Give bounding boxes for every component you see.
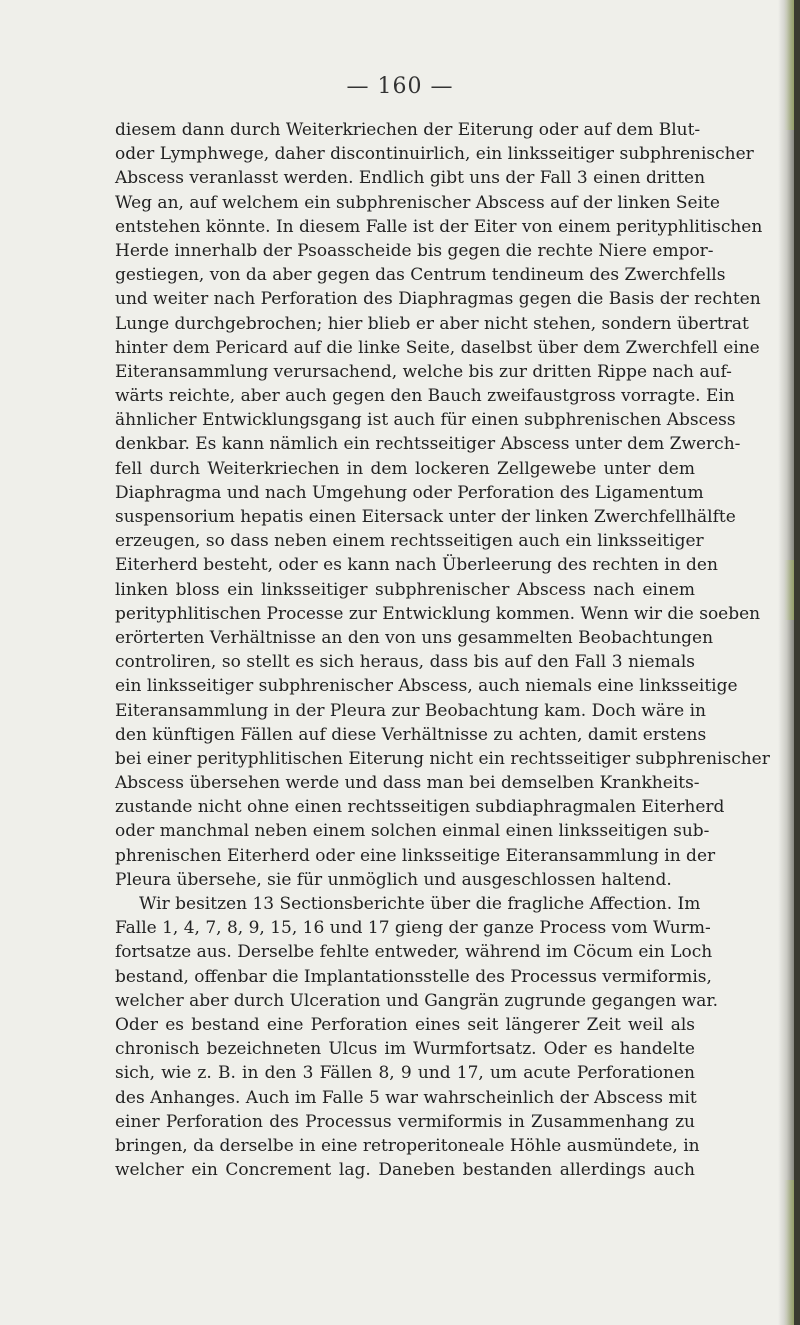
text-line: Eiteransammlung verursachend, welche bis zur dritten Rippe nach auf- [115, 361, 732, 382]
text-line: Eiteransammlung in der Pleura zur Beobachtung kam. Doch wäre in [115, 700, 706, 721]
text-line: Abscess veranlasst werden. Endlich gibt uns der Fall 3 einen dritten [115, 168, 706, 189]
text-line: hinter dem Pericard auf die linke Seite, daselbst über dem Zwerchfell eine [115, 337, 760, 358]
text-line: wärts reichte, aber auch gegen den Bauch zweifaustgross vorragte. Ein [115, 386, 735, 407]
text-line: ähnlicher Entwicklungsgang ist auch für einen subphrenischen Abscess [115, 410, 736, 431]
page-number: — 160 — [346, 74, 454, 99]
text-line: Abscess übersehen werde und dass man bei demselben Krankheits- [115, 773, 700, 794]
text-line: Eiterherd besteht, oder es kann nach Überleerung des rechten in den [115, 555, 718, 576]
text-line: bringen, da derselbe in eine retroperitoneale Höhle ausmündete, in [115, 1135, 700, 1156]
text-line: erzeugen, so dass neben einem rechtsseitigen auch ein linksseitiger [115, 531, 704, 552]
text-line: des Anhanges. Auch im Falle 5 war wahrscheinlich der Abscess mit [115, 1087, 697, 1108]
text-line: perityphlitischen Processe zur Entwicklung kommen. Wenn wir die soeben [115, 603, 761, 624]
text-line: sich, wie z. B. in den 3 Fällen 8, 9 und 17, um acute Perforationen [115, 1063, 695, 1084]
text-line: gestiegen, von da aber gegen das Centrum tendineum des Zwerchfells [115, 265, 726, 286]
text-line: Weg an, auf welchem ein subphrenischer Abscess auf der linken Seite [115, 192, 720, 213]
text-line: oder Lymphwege, daher discontinuirlich, ein linksseitiger subphrenischer [115, 144, 754, 165]
text-line: fortsatze aus. Derselbe fehlte entweder, während im Cöcum ein Loch [115, 942, 713, 963]
page-edge [794, 0, 800, 1325]
text-line: linken bloss ein linksseitiger subphrenischer Abscess nach einem [115, 579, 695, 600]
text-line: Oder es bestand eine Perforation eines seit längerer Zeit weil als [115, 1014, 695, 1035]
text-line: und weiter nach Perforation des Diaphragmas gegen die Basis der rechten [115, 289, 761, 310]
text-line: bestand, offenbar die Implantationsstelle des Processus vermiformis, [115, 966, 712, 987]
text-line: Lunge durchgebrochen; hier blieb er aber nicht stehen, sondern übertrat [115, 313, 749, 334]
text-line: erörterten Verhältnisse an den von uns gesammelten Beobachtungen [115, 627, 714, 648]
text-line: welcher aber durch Ulceration und Gangrän zugrunde gegangen war. [115, 990, 719, 1011]
text-line: Herde innerhalb der Psoasscheide bis gegen die rechte Niere empor- [115, 240, 714, 261]
text-line: suspensorium hepatis einen Eitersack unter der linken Zwerchfellhälfte [115, 507, 736, 527]
text-line: zustande nicht ohne einen rechtsseitigen subdiaphragmalen Eiterherd [115, 797, 725, 818]
text-line: Wir besitzen 13 Sectionsberichte über die fragliche Affection. Im [139, 894, 701, 914]
body-text [115, 118, 770, 1182]
text-line: phrenischen Eiterherd oder eine linksseitige Eiteransammlung in der [115, 845, 716, 866]
text-line: diesem dann durch Weiterkriechen der Eiterung oder auf dem Blut- [115, 120, 701, 140]
text-line: Pleura übersehe, sie für unmöglich und ausgeschlossen haltend. [115, 869, 672, 890]
text-line: fell durch Weiterkriechen in dem lockeren Zellgewebe unter dem [115, 458, 695, 479]
text-line: oder manchmal neben einem solchen einmal einen linksseitigen sub- [115, 821, 710, 842]
text-line: den künftigen Fällen auf diese Verhältnisse zu achten, damit erstens [115, 724, 707, 745]
text-line: controliren, so stellt es sich heraus, dass bis auf den Fall 3 niemals [115, 652, 695, 673]
text-line: bei einer perityphlitischen Eiterung nicht ein rechtsseitiger subphrenischer [115, 748, 770, 769]
text-line: ein linksseitiger subphrenischer Abscess, auch niemals eine linksseitige [115, 676, 738, 697]
text-line: Diaphragma und nach Umgehung oder Perforation des Ligamentum [115, 482, 704, 503]
text-line: Falle 1, 4, 7, 8, 9, 15, 16 und 17 gieng der ganze Process vom Wurm- [115, 918, 711, 939]
text-line: entstehen könnte. In diesem Falle ist der Eiter von einem perityphlitischen [115, 216, 763, 237]
text-line: welcher ein Concrement lag. Daneben bestanden allerdings auch [115, 1160, 695, 1181]
text-line: einer Perforation des Processus vermiformis in Zusammenhang zu [115, 1111, 695, 1132]
text-line: chronisch bezeichneten Ulcus im Wurmfortsatz. Oder es handelte [115, 1039, 695, 1060]
text-line: denkbar. Es kann nämlich ein rechtsseitiger Abscess unter dem Zwerch- [115, 434, 741, 455]
